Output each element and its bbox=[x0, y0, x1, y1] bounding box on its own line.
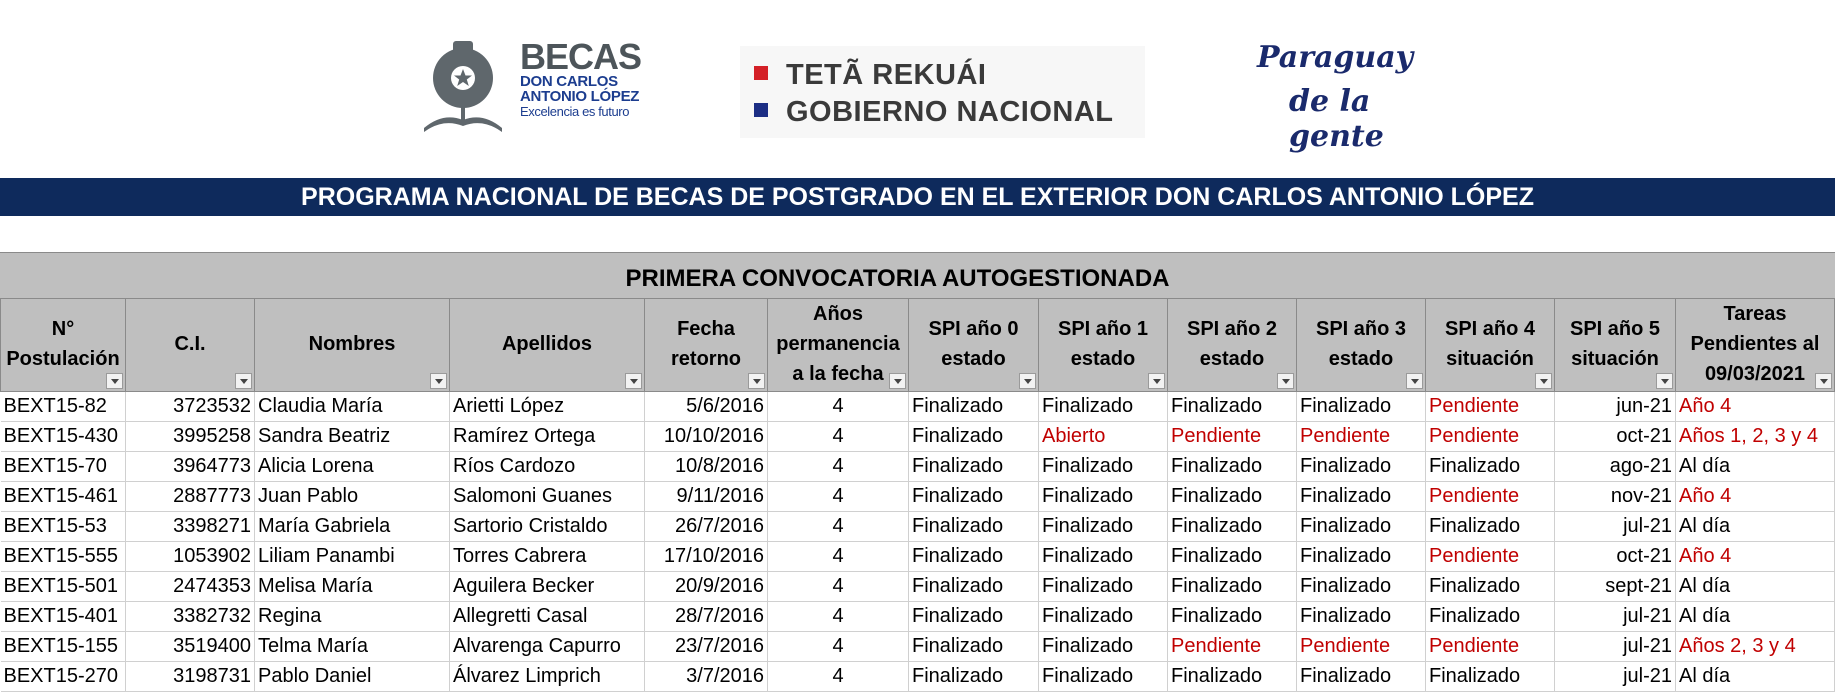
filter-dropdown-icon[interactable] bbox=[1148, 373, 1165, 389]
table-cell[interactable]: 3198731 bbox=[126, 662, 255, 692]
table-cell[interactable]: BEXT15-70 bbox=[1, 452, 126, 482]
column-header-label bbox=[1430, 314, 1550, 376]
table-cell[interactable]: BEXT15-501 bbox=[1, 572, 126, 602]
table-cell[interactable]: BEXT15-430 bbox=[1, 422, 126, 452]
column-header bbox=[1039, 299, 1168, 392]
column-header-line: a la fecha bbox=[792, 363, 884, 385]
table-cell[interactable]: Salomoni Guanes bbox=[450, 482, 645, 512]
table-row[interactable] bbox=[1, 482, 1835, 512]
table-cell[interactable]: 1053902 bbox=[126, 542, 255, 572]
table-cell[interactable]: BEXT15-270 bbox=[1, 662, 126, 692]
table-cell[interactable]: oct-21 bbox=[1555, 542, 1676, 572]
table-cell[interactable]: Año 4 bbox=[1676, 392, 1835, 422]
table-cell[interactable]: Al día bbox=[1676, 512, 1835, 542]
table-cell[interactable]: Pendiente bbox=[1297, 632, 1426, 662]
table-cell[interactable]: Finalizado bbox=[909, 512, 1039, 542]
table-row[interactable] bbox=[1, 572, 1835, 602]
table-cell[interactable]: BEXT15-53 bbox=[1, 512, 126, 542]
table-cell[interactable]: Finalizado bbox=[1039, 602, 1168, 632]
table-cell[interactable]: Finalizado bbox=[1039, 572, 1168, 602]
table-cell[interactable]: sept-21 bbox=[1555, 572, 1676, 602]
table-cell[interactable]: Al día bbox=[1676, 452, 1835, 482]
column-header-line: estado bbox=[1070, 348, 1136, 370]
column-header bbox=[1555, 299, 1676, 392]
table-cell[interactable]: Finalizado bbox=[1168, 572, 1297, 602]
column-header-line: Tareas bbox=[1723, 303, 1787, 325]
logo-strip bbox=[0, 0, 1835, 178]
table-cell[interactable]: Finalizado bbox=[909, 662, 1039, 692]
column-header-line: retorno bbox=[671, 348, 741, 370]
table-cell[interactable]: Alicia Lorena bbox=[255, 452, 450, 482]
table-cell[interactable]: 4 bbox=[768, 602, 909, 632]
column-header-line: SPI año 0 bbox=[928, 318, 1019, 340]
table-cell[interactable]: 4 bbox=[768, 452, 909, 482]
column-header-line: Pendientes al bbox=[1690, 333, 1820, 355]
column-header-label bbox=[913, 314, 1034, 376]
table-cell[interactable]: Pendiente bbox=[1168, 632, 1297, 662]
column-header bbox=[909, 299, 1039, 392]
table-cell[interactable]: Finalizado bbox=[1297, 602, 1426, 632]
table-cell[interactable]: 3/7/2016 bbox=[645, 662, 768, 692]
table-cell[interactable]: 2474353 bbox=[126, 572, 255, 602]
table-cell[interactable]: Finalizado bbox=[1168, 482, 1297, 512]
table-cell[interactable]: 23/7/2016 bbox=[645, 632, 768, 662]
filter-dropdown-icon[interactable] bbox=[1406, 373, 1423, 389]
table-cell[interactable]: Finalizado bbox=[1297, 572, 1426, 602]
blue-square-icon bbox=[754, 103, 768, 117]
column-header-line: C.I. bbox=[174, 333, 206, 355]
table-cell[interactable]: Finalizado bbox=[1168, 602, 1297, 632]
becas-emblem-icon bbox=[418, 38, 508, 134]
table-row[interactable] bbox=[1, 392, 1835, 422]
column-header-line: N° bbox=[51, 318, 75, 340]
table-cell[interactable]: Finalizado bbox=[909, 602, 1039, 632]
red-square-icon bbox=[754, 66, 768, 80]
table-cell[interactable]: Finalizado bbox=[1426, 572, 1555, 602]
paraguay-logo bbox=[1255, 40, 1425, 154]
table-cell[interactable]: 3995258 bbox=[126, 422, 255, 452]
column-header-label bbox=[130, 329, 250, 361]
table-cell[interactable]: Finalizado bbox=[1039, 452, 1168, 482]
table-row[interactable] bbox=[1, 542, 1835, 572]
table-cell[interactable]: BEXT15-155 bbox=[1, 632, 126, 662]
column-header-line: situación bbox=[1571, 348, 1659, 370]
table-cell[interactable]: Finalizado bbox=[1039, 632, 1168, 662]
table-cell[interactable]: Finalizado bbox=[909, 452, 1039, 482]
column-header-line: estado bbox=[941, 348, 1006, 370]
column-header-label bbox=[454, 329, 640, 361]
table-cell[interactable]: Finalizado bbox=[1426, 452, 1555, 482]
column-header-label bbox=[649, 314, 763, 376]
table-cell[interactable]: 3519400 bbox=[126, 632, 255, 662]
table-cell[interactable]: Finalizado bbox=[909, 422, 1039, 452]
column-header bbox=[126, 299, 255, 392]
table-cell[interactable]: Melisa María bbox=[255, 572, 450, 602]
table-cell[interactable]: Álvarez Limprich bbox=[450, 662, 645, 692]
table-cell[interactable]: Pendiente bbox=[1426, 422, 1555, 452]
table-cell[interactable]: Finalizado bbox=[1426, 662, 1555, 692]
table-cell[interactable]: Al día bbox=[1676, 662, 1835, 692]
table-cell[interactable]: Año 4 bbox=[1676, 542, 1835, 572]
table-cell[interactable]: 5/6/2016 bbox=[645, 392, 768, 422]
column-header-label bbox=[1680, 299, 1830, 391]
convocatoria-title-bar bbox=[0, 252, 1835, 298]
column-header-line: Apellidos bbox=[501, 333, 592, 355]
table-cell[interactable]: 26/7/2016 bbox=[645, 512, 768, 542]
table-cell[interactable]: 4 bbox=[768, 542, 909, 572]
table-cell[interactable]: Finalizado bbox=[1168, 452, 1297, 482]
table-cell[interactable]: BEXT15-461 bbox=[1, 482, 126, 512]
table-cell[interactable]: Ríos Cardozo bbox=[450, 452, 645, 482]
convocatoria-title: PRIMERA CONVOCATORIA AUTOGESTIONADA bbox=[625, 265, 1170, 292]
scholarship-table bbox=[0, 298, 1835, 692]
table-cell[interactable]: Años 2, 3 y 4 bbox=[1676, 632, 1835, 662]
table-cell[interactable]: 3964773 bbox=[126, 452, 255, 482]
table-cell[interactable]: 4 bbox=[768, 392, 909, 422]
becas-wordmark bbox=[520, 36, 642, 120]
table-row[interactable] bbox=[1, 422, 1835, 452]
table-cell[interactable]: BEXT15-555 bbox=[1, 542, 126, 572]
header-row bbox=[1, 299, 1835, 392]
column-header bbox=[768, 299, 909, 392]
table-cell[interactable]: Pendiente bbox=[1168, 422, 1297, 452]
table-cell[interactable]: Finalizado bbox=[1039, 662, 1168, 692]
table-row[interactable] bbox=[1, 512, 1835, 542]
filter-dropdown-icon[interactable] bbox=[748, 373, 765, 389]
table-cell[interactable]: 3382732 bbox=[126, 602, 255, 632]
column-header-line: estado bbox=[1328, 348, 1394, 370]
table-cell[interactable]: Finalizado bbox=[1039, 542, 1168, 572]
column-header bbox=[645, 299, 768, 392]
becas-line-2: ANTONIO LÓPEZ bbox=[520, 88, 640, 105]
table-cell[interactable]: Pendiente bbox=[1426, 632, 1555, 662]
filter-dropdown-icon[interactable] bbox=[1277, 373, 1294, 389]
table-row[interactable] bbox=[1, 602, 1835, 632]
column-header-line: SPI año 5 bbox=[1569, 318, 1661, 340]
table-cell[interactable]: 4 bbox=[768, 572, 909, 602]
column-header-label bbox=[1172, 314, 1292, 376]
column-header bbox=[1, 299, 126, 392]
paraguay-line-2: de la gente bbox=[1289, 84, 1384, 154]
table-row[interactable] bbox=[1, 662, 1835, 692]
table-cell[interactable]: jul-21 bbox=[1555, 632, 1676, 662]
table-cell[interactable]: Alvarenga Capurro bbox=[450, 632, 645, 662]
gobierno-line-1 bbox=[754, 59, 986, 92]
table-cell[interactable]: 4 bbox=[768, 422, 909, 452]
table-cell[interactable]: Finalizado bbox=[1168, 512, 1297, 542]
column-header bbox=[1297, 299, 1426, 392]
table-cell[interactable]: Sandra Beatriz bbox=[255, 422, 450, 452]
gobierno-logo bbox=[740, 46, 1145, 138]
table-cell[interactable]: Telma María bbox=[255, 632, 450, 662]
table-cell[interactable]: Finalizado bbox=[1168, 542, 1297, 572]
table-cell[interactable]: Finalizado bbox=[909, 392, 1039, 422]
column-header-label bbox=[5, 314, 121, 376]
table-cell[interactable]: Ramírez Ortega bbox=[450, 422, 645, 452]
table-cell[interactable]: 28/7/2016 bbox=[645, 602, 768, 632]
table-cell[interactable]: Al día bbox=[1676, 572, 1835, 602]
column-header bbox=[1426, 299, 1555, 392]
column-header bbox=[450, 299, 645, 392]
program-title: PROGRAMA NACIONAL DE BECAS DE POSTGRADO EN EL EXTERIOR DON CARLOS ANTONIO LÓPEZ bbox=[301, 183, 1534, 211]
column-header-line: SPI año 1 bbox=[1057, 318, 1149, 340]
table-row[interactable] bbox=[1, 452, 1835, 482]
table-cell[interactable]: 17/10/2016 bbox=[645, 542, 768, 572]
becas-word: BECAS bbox=[520, 36, 642, 77]
table-row[interactable] bbox=[1, 632, 1835, 662]
filter-dropdown-icon[interactable] bbox=[1535, 373, 1552, 389]
column-header-line: estado bbox=[1199, 348, 1265, 370]
table-cell[interactable]: Finalizado bbox=[1426, 602, 1555, 632]
table-cell[interactable]: BEXT15-82 bbox=[1, 392, 126, 422]
table-cell[interactable]: Finalizado bbox=[909, 542, 1039, 572]
table-cell[interactable]: Sartorio Cristaldo bbox=[450, 512, 645, 542]
table-cell[interactable]: Claudia María bbox=[255, 392, 450, 422]
becas-tagline: Excelencia es futuro bbox=[520, 104, 630, 119]
column-header-line: SPI año 4 bbox=[1444, 318, 1536, 340]
gobierno-line-2 bbox=[754, 96, 1114, 129]
table-cell[interactable]: 10/10/2016 bbox=[645, 422, 768, 452]
table-cell[interactable]: jul-21 bbox=[1555, 512, 1676, 542]
table-cell[interactable]: Finalizado bbox=[1168, 662, 1297, 692]
table-cell[interactable]: Allegretti Casal bbox=[450, 602, 645, 632]
filter-dropdown-icon[interactable] bbox=[430, 373, 447, 389]
column-header bbox=[255, 299, 450, 392]
table-cell[interactable]: jun-21 bbox=[1555, 392, 1676, 422]
table-cell[interactable]: Pendiente bbox=[1426, 392, 1555, 422]
table-cell[interactable]: Al día bbox=[1676, 602, 1835, 632]
table-cell[interactable]: Finalizado bbox=[1426, 512, 1555, 542]
table-cell[interactable]: Abierto bbox=[1039, 422, 1168, 452]
table-cell[interactable]: Pendiente bbox=[1426, 542, 1555, 572]
table-cell[interactable]: Finalizado bbox=[1039, 392, 1168, 422]
gobierno-line-2-text: GOBIERNO NACIONAL bbox=[786, 96, 1114, 128]
table-cell[interactable]: Finalizado bbox=[1297, 542, 1426, 572]
filter-dropdown-icon[interactable] bbox=[1656, 373, 1673, 389]
filter-dropdown-icon[interactable] bbox=[625, 373, 642, 389]
filter-dropdown-icon[interactable] bbox=[889, 373, 906, 389]
table-cell[interactable]: 9/11/2016 bbox=[645, 482, 768, 512]
column-header-line: 09/03/2021 bbox=[1704, 363, 1806, 385]
table-cell[interactable]: Finalizado bbox=[909, 632, 1039, 662]
column-header-label bbox=[1043, 314, 1163, 376]
column-header-label bbox=[1301, 314, 1421, 376]
gobierno-line-1-text: TETÃ REKUÁI bbox=[786, 59, 987, 91]
table-cell[interactable]: jul-21 bbox=[1555, 662, 1676, 692]
table-cell[interactable]: 3398271 bbox=[126, 512, 255, 542]
table-cell[interactable]: Finalizado bbox=[1168, 392, 1297, 422]
table-cell[interactable]: Finalizado bbox=[909, 482, 1039, 512]
table-cell[interactable]: BEXT15-401 bbox=[1, 602, 126, 632]
table-cell[interactable]: Finalizado bbox=[1039, 482, 1168, 512]
table-cell[interactable]: Liliam Panambi bbox=[255, 542, 450, 572]
table-cell[interactable]: 3723532 bbox=[126, 392, 255, 422]
table-cell[interactable]: Años 1, 2, 3 y 4 bbox=[1676, 422, 1835, 452]
table-cell[interactable]: Finalizado bbox=[909, 572, 1039, 602]
table-cell[interactable]: Finalizado bbox=[1297, 452, 1426, 482]
table-cell[interactable]: Pablo Daniel bbox=[255, 662, 450, 692]
paraguay-line-1: Paraguay bbox=[1257, 40, 1414, 75]
filter-dropdown-icon[interactable] bbox=[1019, 373, 1036, 389]
column-header-label bbox=[772, 299, 904, 391]
table-cell[interactable]: ago-21 bbox=[1555, 452, 1676, 482]
table-body bbox=[1, 392, 1835, 692]
column-header-label bbox=[259, 329, 445, 361]
table-cell[interactable]: nov-21 bbox=[1555, 482, 1676, 512]
table-cell[interactable]: 20/9/2016 bbox=[645, 572, 768, 602]
column-header-line: Fecha bbox=[677, 318, 735, 340]
table-cell[interactable]: Finalizado bbox=[1297, 482, 1426, 512]
filter-dropdown-icon[interactable] bbox=[235, 373, 252, 389]
table-cell[interactable]: Regina bbox=[255, 602, 450, 632]
table-cell[interactable]: 10/8/2016 bbox=[645, 452, 768, 482]
table-cell[interactable]: 4 bbox=[768, 662, 909, 692]
table-cell[interactable]: Juan Pablo bbox=[255, 482, 450, 512]
filter-dropdown-icon[interactable] bbox=[1815, 373, 1832, 389]
table-cell[interactable]: 2887773 bbox=[126, 482, 255, 512]
column-header-line: SPI año 2 bbox=[1186, 318, 1278, 340]
becas-logo bbox=[418, 38, 648, 134]
becas-line-1: DON CARLOS bbox=[520, 73, 618, 90]
table-cell[interactable]: Finalizado bbox=[1039, 512, 1168, 542]
table-cell[interactable]: Año 4 bbox=[1676, 482, 1835, 512]
table-cell[interactable]: Aguilera Becker bbox=[450, 572, 645, 602]
column-header-line: Nombres bbox=[308, 333, 396, 355]
table-cell[interactable]: jul-21 bbox=[1555, 602, 1676, 632]
table-cell[interactable]: 4 bbox=[768, 482, 909, 512]
table-cell[interactable]: Pendiente bbox=[1426, 482, 1555, 512]
column-header-line: Postulación bbox=[6, 348, 120, 370]
program-banner bbox=[0, 178, 1835, 216]
column-header-line: situación bbox=[1446, 348, 1534, 370]
table-cell[interactable]: Arietti López bbox=[450, 392, 645, 422]
table-cell[interactable]: Pendiente bbox=[1297, 422, 1426, 452]
table-cell[interactable]: 4 bbox=[768, 512, 909, 542]
column-header-line: SPI año 3 bbox=[1315, 318, 1407, 340]
filter-dropdown-icon[interactable] bbox=[106, 373, 123, 389]
column-header-label bbox=[1559, 314, 1671, 376]
column-header bbox=[1168, 299, 1297, 392]
table-cell[interactable]: María Gabriela bbox=[255, 512, 450, 542]
table-cell[interactable]: oct-21 bbox=[1555, 422, 1676, 452]
table-cell[interactable]: Finalizado bbox=[1297, 662, 1426, 692]
table-cell[interactable]: Finalizado bbox=[1297, 512, 1426, 542]
table-cell[interactable]: 4 bbox=[768, 632, 909, 662]
column-header-line: permanencia bbox=[776, 333, 900, 355]
table-cell[interactable]: Torres Cabrera bbox=[450, 542, 645, 572]
table-cell[interactable]: Finalizado bbox=[1297, 392, 1426, 422]
column-header bbox=[1676, 299, 1835, 392]
column-header-line: Años bbox=[813, 303, 863, 325]
